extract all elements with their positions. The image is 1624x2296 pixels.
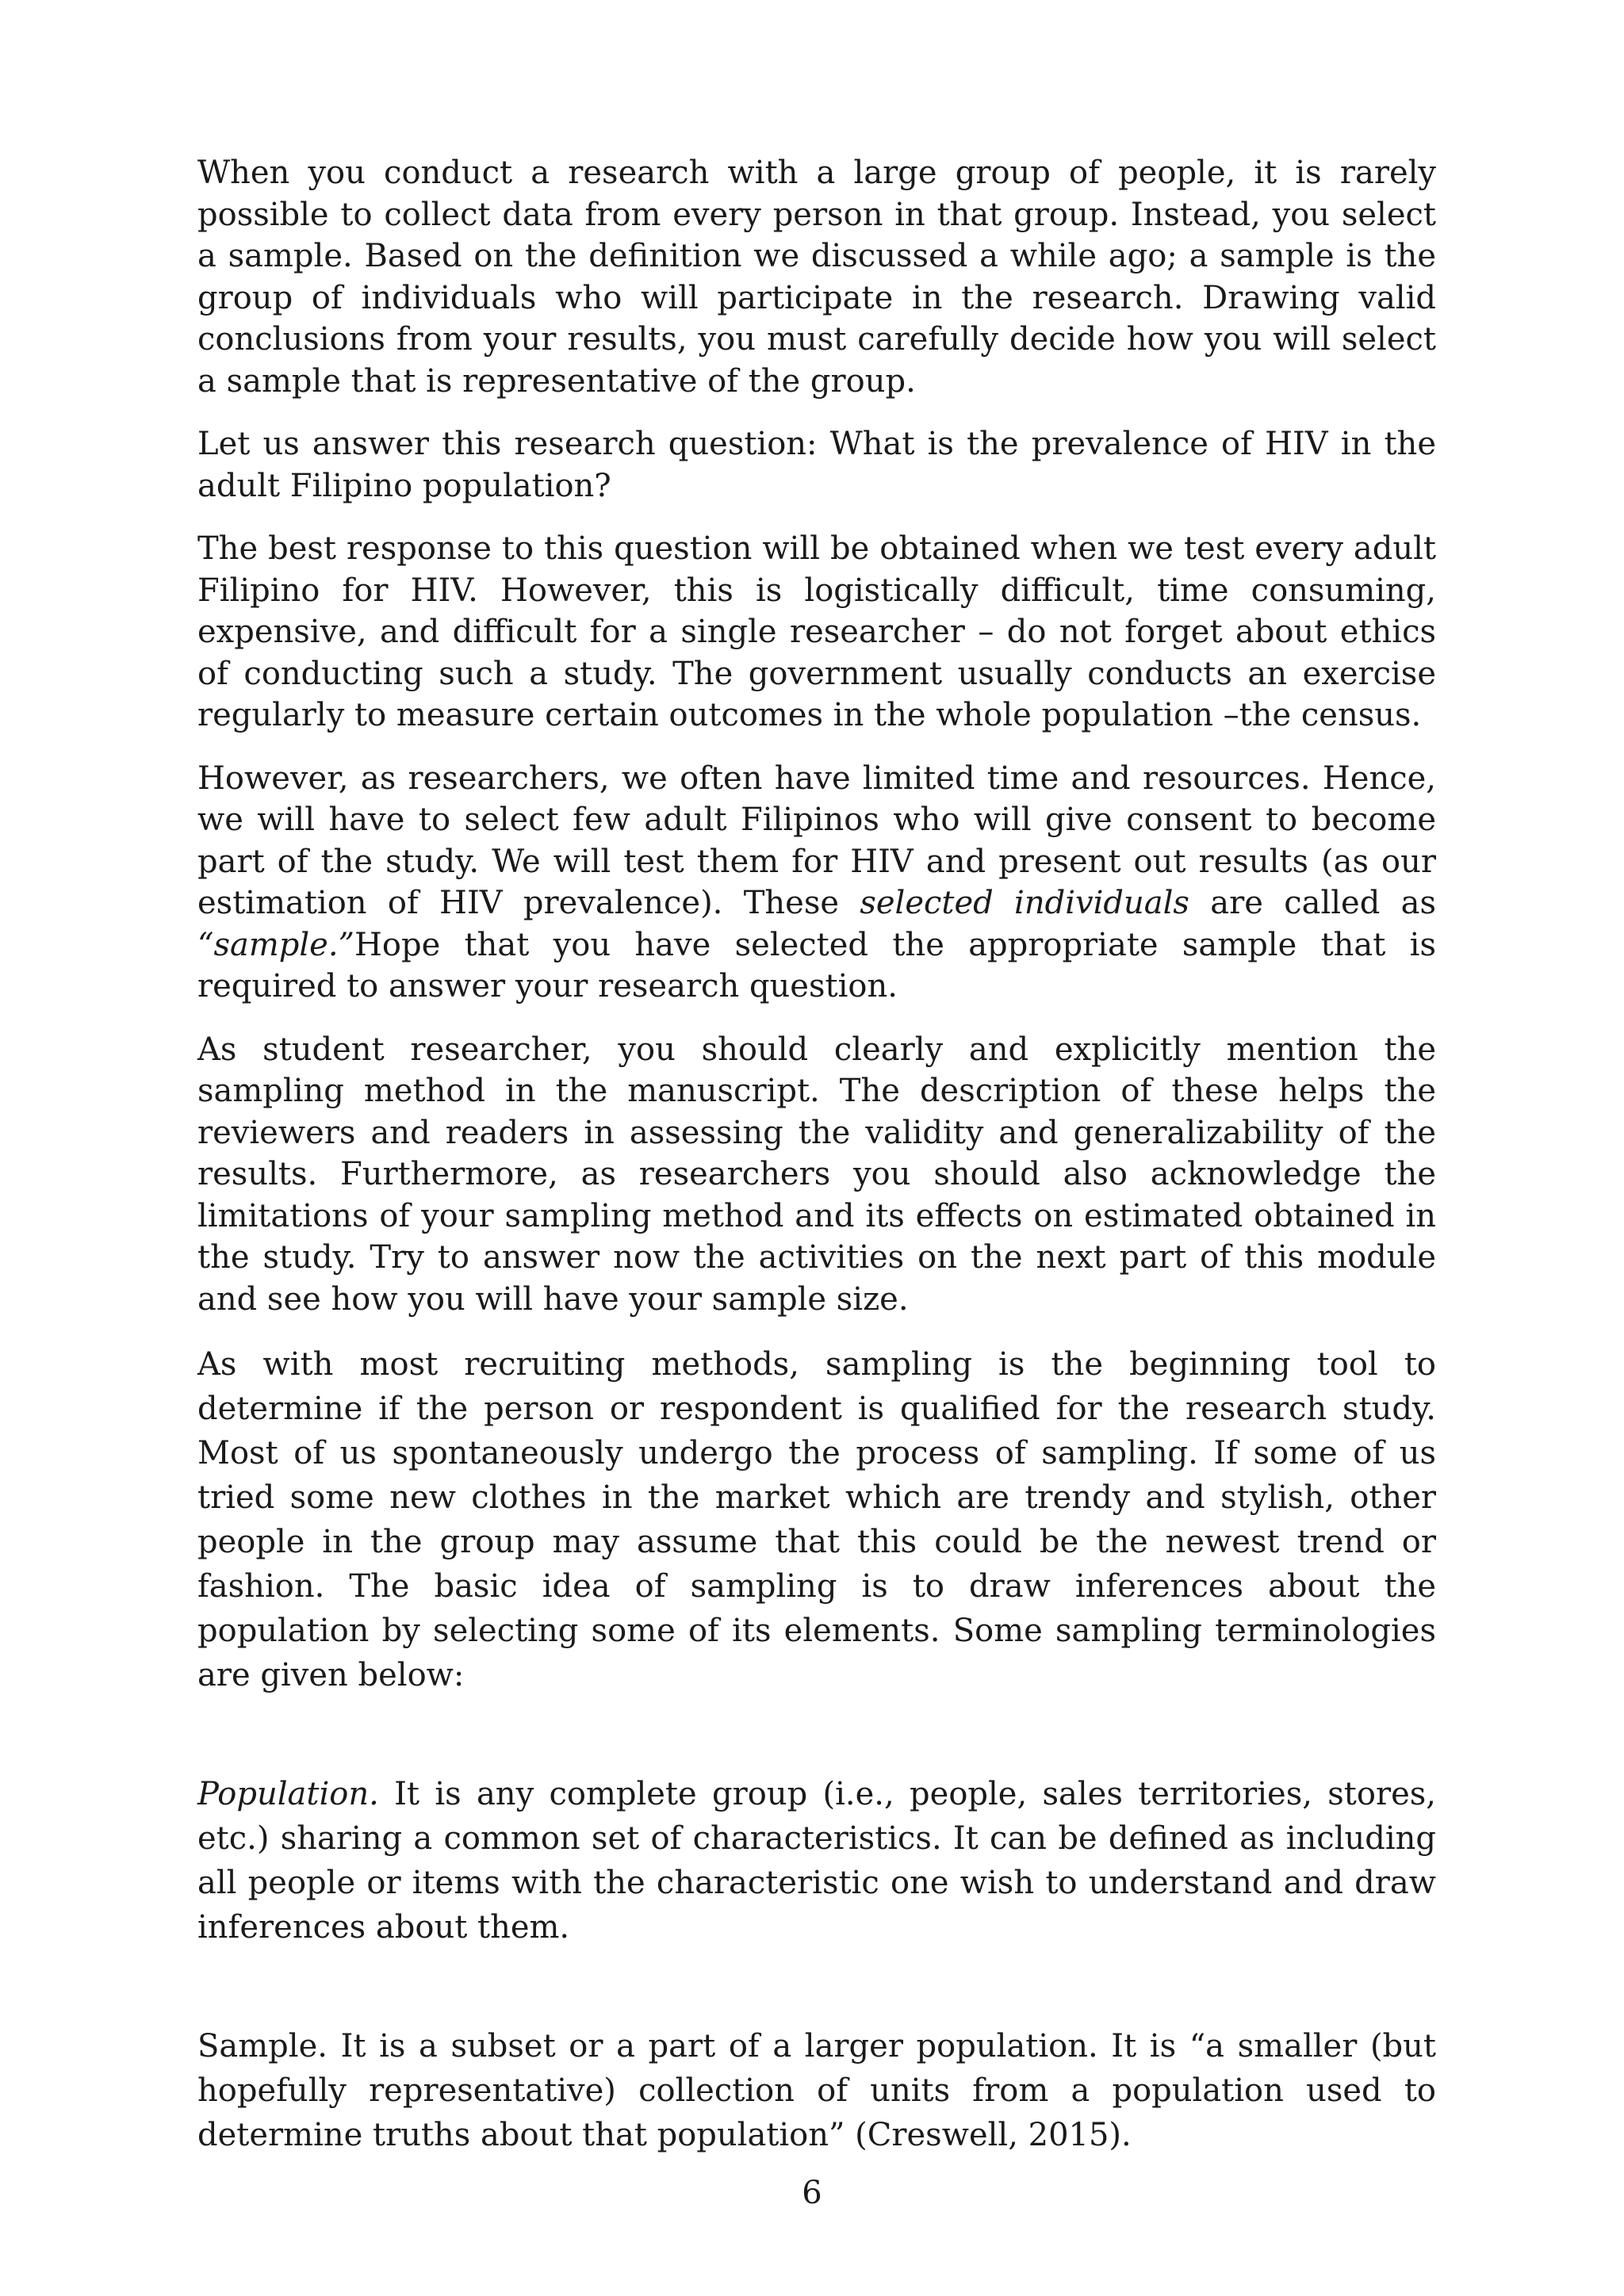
paragraph-research-question: Let us answer this research question: What is the prevalence of HIV in the adult Filipino population? — [197, 426, 1436, 504]
paragraph-census: The best response to this question will be obtained when we test every adult Filipino for HIV. However, this is logistically difficult, time consuming, expensive, and difficult for a single researcher – do not forget about ethics of conducting such a study. The government usually conducts an exercise regularly to measure certain outcomes in the whole population –the census. — [197, 530, 1436, 733]
paragraph-sampling-method: As student researcher, you should clearly and explicitly mention the sampling method in the manuscript. The description of these helps the reviewers and readers in assessing the validity and generalizability of the results. Furthermore, as researchers you should also acknowledge the limitations of your sampling method and its effects on estimated obtained in the study. Try to answer now the activities on the next part of this module and see how you will have your sample size. — [197, 1031, 1436, 1318]
text-run: It is any complete group (i.e., people, sales territories, stores, etc.) sharing a common set of characteristics. It can be defined as including all people or items with the characteristic one wish to understand and draw inferences about them. — [197, 1776, 1436, 1946]
page-body — [197, 152, 1436, 2157]
italic-selected-individuals: selected individuals — [860, 885, 1189, 921]
term-population: Population. — [197, 1776, 379, 1812]
text-run: Hope that you have selected the appropriate sample that is required to answer your research question. — [197, 926, 1436, 1004]
paragraph-sample-intro: When you conduct a research with a large group of people, it is rarely possible to collect data from every person in that group. Instead, you select a sample. Based on the definition we discussed a while ago; a sample is the group of individuals who will participate in the research. Drawing valid conclusions from your results, you must carefully decide how you will select a sample that is representative of the group. — [197, 155, 1436, 400]
paragraph-sample-definition: Sample. It is a subset or a part of a larger population. It is “a smaller (but hopefully representative) collection of units from a population used to determine truths about that population” (Creswell, 2015). — [197, 2028, 1436, 2153]
text-run: However, as researchers, we often have limited time and resources. Hence, we will have to select few adult Filipinos who will give consent to become part of the study. We will test them for HIV and present out results (as our estimation of HIV prevalence). These — [197, 760, 1436, 921]
italic-sample: “sample.” — [197, 926, 354, 963]
paragraph-population-definition — [197, 1772, 1436, 1950]
paragraph-limited-resources — [197, 758, 1436, 1008]
page-number: 6 — [802, 2175, 822, 2211]
text-run: are called as — [1189, 885, 1436, 921]
paragraph-recruiting-methods: As with most recruiting methods, sampling is the beginning tool to determine if the person or respondent is qualified for the research study. Most of us spontaneously undergo the process of sampling. If some of us tried some new clothes in the market which are trendy and stylish, other people in the group may assume that this could be the newest trend or fashion. The basic idea of sampling is to draw inferences about the population by selecting some of its elements. Some sampling terminologies are given below: — [197, 1346, 1436, 1693]
